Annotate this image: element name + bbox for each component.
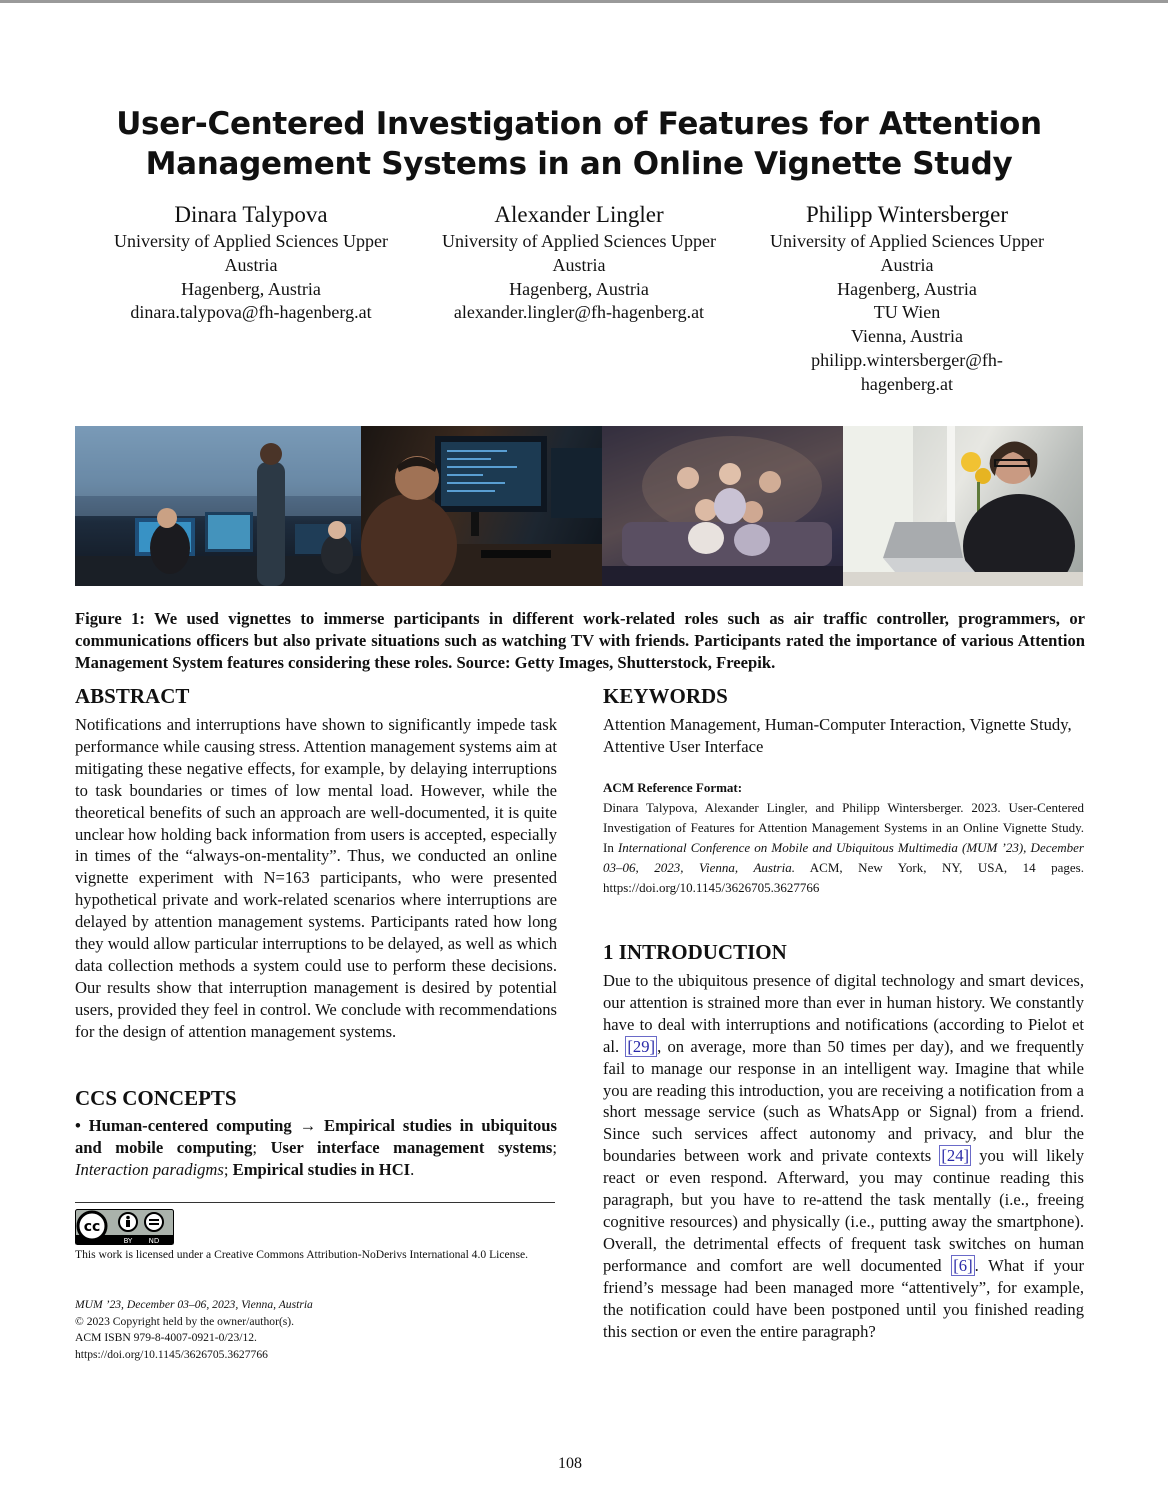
author-email: dinara.talypova@fh-hagenberg.at — [130, 302, 372, 323]
title-line-1: User-Centered Investigation of Features for Attention — [116, 106, 1042, 142]
doi-text: https://doi.org/10.1145/3626705.3627766 — [75, 1347, 268, 1361]
copyright-text: © 2023 Copyright held by the owner/author(s). — [75, 1314, 295, 1328]
author-name: Dinara Talypova — [174, 202, 328, 227]
cc-license-badge — [75, 1209, 175, 1250]
author-affiliation: University of Applied Sciences Upper — [442, 231, 716, 251]
intro-text: , on average, more than 50 times per day), and we frequently fail to manage our response in an intelligent way. Imagine that while you are reading this introduction, you are receiving a notification from a short message service (such as WhatsApp or Signal) from a friend. Since such services affect autonomy and privacy, and blur the boundaries between work and private contexts — [603, 1036, 1084, 1166]
acm-reference — [603, 798, 1084, 898]
venue-text: MUM ’23, December 03–06, 2023, Vienna, Austria — [75, 1298, 313, 1311]
figure-caption: Figure 1: We used vignettes to immerse participants in different work-related roles such as air traffic controller, programmers, or communications officers but also private situations such as watching TV with friends. Participants rated the importance of various Attention Management System features considering these roles. Source: Getty Images, Shutterstock, Freepik. — [75, 609, 1085, 672]
citation-link-29[interactable]: [29] — [627, 1036, 656, 1056]
footnote-info — [75, 1297, 557, 1363]
ccs-sep: ; — [252, 1137, 258, 1157]
cc-by-label: BY — [123, 1237, 133, 1245]
author-name: Philipp Wintersberger — [805, 202, 1008, 227]
programmer-photo — [361, 426, 602, 586]
author-affiliation: Austria — [552, 254, 606, 275]
author-email-cont: hagenberg.at — [860, 373, 954, 394]
ccs-concept-3: User interface management systems — [270, 1137, 553, 1157]
paper-title — [60, 104, 1098, 184]
cc-nd-label: ND — [148, 1237, 160, 1245]
title-line-2: Management Systems in an Online Vignette Study — [145, 146, 1013, 182]
ccs-heading: CCS CONCEPTS — [75, 1086, 237, 1110]
ccs-bullet: • — [75, 1116, 81, 1135]
author-name: Alexander Lingler — [494, 202, 664, 227]
author-affiliation: University of Applied Sciences Upper — [770, 231, 1044, 251]
acm-ref-heading: ACM Reference Format: — [603, 780, 743, 795]
footnote-rule — [75, 1202, 555, 1203]
author-block — [80, 200, 1088, 400]
license-text: This work is licensed under a Creative Commons Attribution-NoDerivs International 4.0 License. — [75, 1248, 529, 1261]
author-location-2: Vienna, Austria — [851, 326, 963, 347]
isbn-text: ACM ISBN 979-8-4007-0921-0/23/12. — [75, 1331, 257, 1345]
acm-ref-text: Dinara Talypova, Alexander Lingler, and Philipp Wintersberger. 2023. User-Centered Investigation of Features for Attention Management Systems in an Online Vignette Study. In — [603, 800, 1084, 855]
air-traffic-control-photo — [75, 426, 361, 586]
author-location: Hagenberg, Austria — [181, 278, 321, 299]
teaser-figure — [75, 426, 1083, 586]
author-email: alexander.lingler@fh-hagenberg.at — [453, 302, 705, 323]
keywords-text: Attention Management, Human-Computer Interaction, Vignette Study, Attentive User Interface — [603, 715, 1072, 756]
keywords-heading: KEYWORDS — [603, 684, 728, 708]
author-2 — [414, 200, 744, 325]
ccs-concept-4: Interaction paradigms — [75, 1159, 224, 1179]
author-1 — [86, 200, 416, 325]
introduction-text — [603, 970, 1084, 1342]
ccs-sep: ; — [223, 1159, 229, 1179]
intro-text: . What if your friend’s message had been managed more “attentively”, for example, the notification could have been postponed until you finished reading this section or even the entire paragraph? — [603, 1255, 1084, 1341]
ccs-concept-5: Empirical studies in HCI — [232, 1159, 411, 1179]
author-affiliation: Austria — [880, 254, 934, 275]
abstract-text: Notifications and interruptions have shown to significantly impede task performance while causing stress. Attention management systems aim at mitigating these negative effects, for example, by delaying interruptions to task boundaries or times of low mental load. However, while the theoretical benefits of such an approach are well-documented, it is quite unclear how holding back information from users is accepted, especially in times of the “always-on-mentality”. Thus, we conducted an online vignette experiment with N=163 participants, who were presented hypothetical private and work-related scenarios where interruptions are delayed by attention management systems. Participants rated how long they would allow particular interruptions to be delayed, as well as which data collection methods a system could use to perform these decisions. Our results show that interruption management is desired by potential users, provided they feel in control. We conclude with recommendations for the design of attention management systems. — [75, 715, 558, 1041]
cc-logo-text: cc — [83, 1219, 101, 1235]
citation-link-24[interactable]: [24] — [941, 1146, 970, 1166]
woman-laptop-photo — [843, 426, 1083, 586]
ccs-concept-1: Human-centered computing — [88, 1116, 292, 1135]
top-border — [0, 0, 1168, 3]
acm-ref-text-2: ACM, New York, NY, USA, 14 pages. https://doi.org/10.1145/3626705.3627766 — [603, 860, 1084, 895]
intro-text: Due to the ubiquitous presence of digital technology and smart devices, our attention is strained more than ever in human history. We constantly have to deal with interruptions and notifications (according to Pielot et al. — [603, 971, 1084, 1056]
author-affiliation-2: TU Wien — [873, 302, 941, 323]
page-number: 108 — [558, 1455, 582, 1472]
acm-ref-venue: International Conference on Mobile and Ubiquitous Multimedia (MUM ’23), December 03–06, 2023, Vienna, Austria. — [603, 840, 1084, 875]
author-3 — [742, 200, 1072, 397]
ccs-concept-2: Empirical studies in ubiquitous and mobile computing — [75, 1116, 557, 1157]
author-email: philipp.wintersberger@fh- — [811, 349, 1003, 370]
ccs-concepts — [75, 1115, 557, 1181]
abstract-heading: ABSTRACT — [75, 684, 190, 708]
author-affiliation: University of Applied Sciences Upper — [114, 231, 388, 251]
ccs-sep: ; — [552, 1137, 557, 1157]
author-location: Hagenberg, Austria — [837, 278, 977, 299]
ccs-end: . — [410, 1159, 415, 1179]
author-affiliation: Austria — [224, 254, 278, 275]
author-location: Hagenberg, Austria — [509, 278, 649, 299]
citation-link-6[interactable]: [6] — [953, 1255, 973, 1275]
friends-watching-tv-photo — [602, 426, 843, 586]
ccs-arrow: → — [299, 1116, 317, 1135]
intro-text: you will likely react or even respond. Afterward, you may continue reading this paragraph, but you have to re-attend the task mentally (i.e., freeing cognitive resources) and physically (i.e., putting away the smartphone). Overall, the detrimental effects of frequent task switches on human performance and comfort are well documented — [603, 1146, 1084, 1275]
introduction-heading: 1 INTRODUCTION — [603, 940, 787, 964]
